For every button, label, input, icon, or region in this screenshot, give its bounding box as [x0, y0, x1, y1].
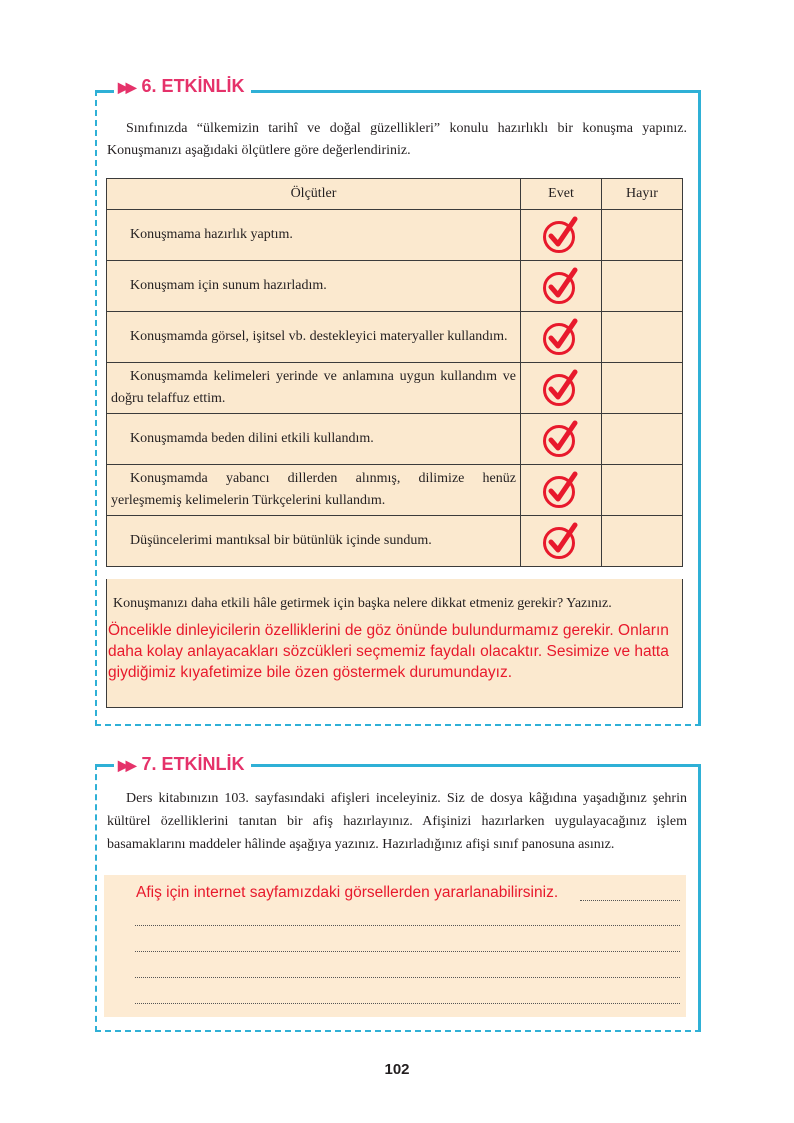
dotted-line: [580, 900, 680, 901]
header-olcutler: Ölçütler: [107, 179, 521, 210]
checkmark-icon: [522, 318, 600, 356]
hayir-cell[interactable]: [602, 516, 683, 567]
criterion-cell: [107, 414, 521, 465]
activity-6-question: Konuşmanızı daha etkili hâle getirmek için başka nelere dikkat etmeniz gerekir? Yazınız.: [113, 596, 612, 611]
hayir-cell[interactable]: [602, 312, 683, 363]
criterion-cell: [107, 312, 521, 363]
evet-cell[interactable]: [521, 363, 602, 414]
evet-cell[interactable]: [521, 312, 602, 363]
evet-cell[interactable]: [521, 465, 602, 516]
checkmark-icon: [522, 420, 600, 458]
hayir-cell[interactable]: [602, 261, 683, 312]
hayir-cell[interactable]: [602, 210, 683, 261]
dotted-line: [135, 951, 680, 952]
evet-cell[interactable]: [521, 261, 602, 312]
table-row: [107, 210, 683, 261]
activity-6-title-text: 6. ETKİNLİK: [141, 76, 245, 96]
criterion-text: Konuşmamda beden dilini etkili kullandım.: [130, 431, 374, 446]
criterion-text: Konuşmama hazırlık yaptım.: [130, 227, 293, 242]
criterion-text: Konuşmamda görsel, işitsel vb. destekleyici materyaller kullandım.: [130, 329, 508, 344]
activity-6-answer: Öncelikle dinleyicilerin özelliklerini de göz önünde bulundurmamız gerekir. Onların daha kolay anlayacakları sözcükleri seçmemiz faydalı olacaktır. Sesimize ve hatta giydiğimiz kıyafetimize bile özen göstermek durumundayız.: [108, 622, 669, 681]
criteria-table: [106, 178, 683, 567]
evet-cell[interactable]: [521, 516, 602, 567]
activity-6-instruction: Sınıfınızda “ülkemizin tarihî ve doğal güzellikleri” konulu hazırlıklı bir konuşma yapınız. Konuşmanızı aşağıdaki ölçütlere göre değerlendiriniz.: [107, 121, 687, 158]
criterion-text: Konuşmamda yabancı dillerden alınmış, dilimize henüz yerleşmemiş kelimelerin Türkçelerini kullandım.: [111, 471, 516, 508]
header-evet: Evet: [521, 179, 602, 210]
table-row: [107, 414, 683, 465]
table-row: [107, 312, 683, 363]
criterion-cell: [107, 516, 521, 567]
checkmark-icon: [522, 369, 600, 407]
table-row: [107, 465, 683, 516]
criterion-cell: [107, 261, 521, 312]
double-arrow-icon: ▶▶: [118, 757, 134, 773]
criterion-text: Düşüncelerimi mantıksal bir bütünlük içinde sundum.: [130, 533, 432, 548]
checkmark-icon: [522, 216, 600, 254]
table-row: [107, 363, 683, 414]
activity-7-title-text: 7. ETKİNLİK: [141, 754, 245, 774]
page-number: 102: [384, 1061, 410, 1078]
activity-6-title: [114, 76, 251, 97]
activity-7-title: [114, 754, 251, 775]
activity-7-instruction: Ders kitabınızın 103. sayfasındaki afişleri inceleyiniz. Siz de dosya kâğıdına yaşadığınız şehrin kültürel özelliklerini tanıtan bir afiş hazırlayınız. Afişinizi hazırlarken uygulayacağınız işlem basamaklarını maddeler hâlinde aşağıya yazınız. Hazırladığınız afişi sınıf panosuna asınız.: [107, 791, 687, 852]
checkmark-icon: [522, 471, 600, 509]
evet-cell[interactable]: [521, 414, 602, 465]
hayir-cell[interactable]: [602, 414, 683, 465]
table-row: [107, 261, 683, 312]
double-arrow-icon: ▶▶: [118, 79, 134, 95]
dotted-line: [135, 1003, 680, 1004]
checkmark-icon: [522, 267, 600, 305]
criterion-text: Konuşmam için sunum hazırladım.: [130, 278, 327, 293]
hayir-cell[interactable]: [602, 465, 683, 516]
criterion-cell: [107, 465, 521, 516]
dotted-line: [135, 925, 680, 926]
activity-7-answer: Afiş için internet sayfamızdaki görsellerden yararlanabilirsiniz.: [136, 884, 559, 901]
criterion-cell: [107, 363, 521, 414]
checkmark-icon: [522, 522, 600, 560]
header-hayir: Hayır: [602, 179, 683, 210]
evet-cell[interactable]: [521, 210, 602, 261]
criterion-text: Konuşmamda kelimeleri yerinde ve anlamına uygun kullandım ve doğru telaffuz ettim.: [111, 369, 516, 406]
criterion-cell: [107, 210, 521, 261]
dotted-line: [135, 977, 680, 978]
hayir-cell[interactable]: [602, 363, 683, 414]
table-row: [107, 516, 683, 567]
table-header-row: [107, 179, 683, 210]
